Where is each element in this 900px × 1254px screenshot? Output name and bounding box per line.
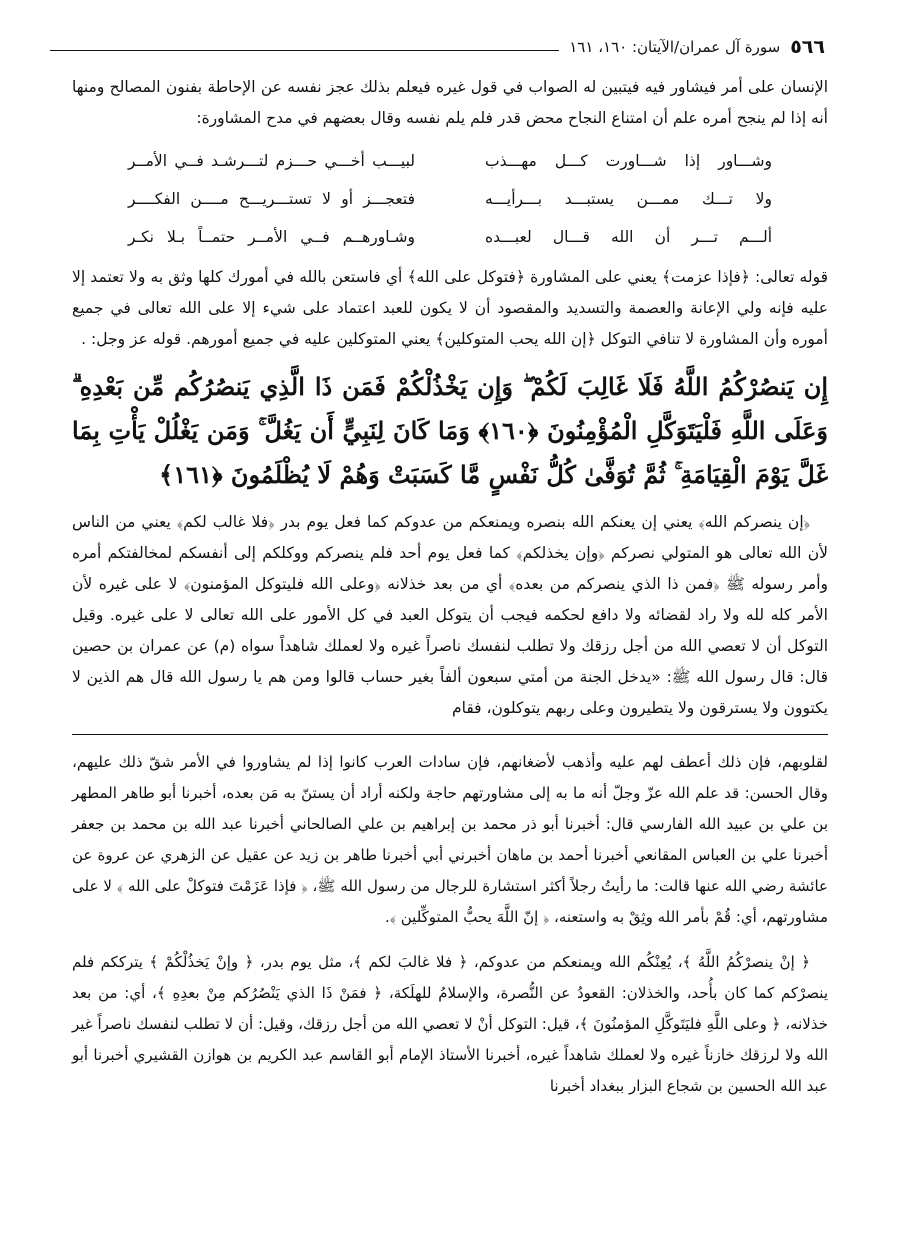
poem-verse-3-left: وشـاورهــم فــي الأمــر حتمــاً بـلا نكـر	[128, 228, 415, 246]
running-title: سورة آل عمران/الآيتان: ١٦٠، ١٦١	[569, 38, 781, 56]
commentary-paragraph-160: قوله تعالى: ﴿فإذا عزمت﴾ يعني على المشاورة ﴿فتوكل على الله﴾ أي فاستعن بالله في أمورك كلها وثق به ولا تعتمد إلا عليه فإنه ولي الإعانة والعصمة والتسديد والمقصود أن لا يكون للعبد اعتماد على شيء إلا على الله تعالى في جميع أموره وأن المشاورة لا تنافي التوكل ﴿إن الله يحب المتوكلين﴾ يعني المتوكلين عليه في جميع أمورهم. قوله عز وجل: .	[72, 268, 828, 348]
poem	[128, 142, 772, 256]
poem-verse-2-right: ولا تـــك ممـــن يستبـــد بـــرأيـــه	[485, 190, 772, 208]
quran-verse-block: إِن يَنصُرْكُمُ اللَّهُ فَلَا غَالِبَ لَكُمْ ۖ وَإِن يَخْذُلْكُمْ فَمَن ذَا الَّذِي يَنصُرُكُم مِّن بَعْدِهِ ۗ وَعَلَى اللَّهِ فَلْيَتَوَكَّلِ الْمُؤْمِنُونَ ﴿١٦٠﴾ وَمَا كَانَ لِنَبِيٍّ أَن يَغُلَّ ۚ وَمَن يَغْلُلْ يَأْتِ بِمَا غَلَّ يَوْمَ الْقِيَامَةِ ۚ ثُمَّ تُوَفَّىٰ كُلُّ نَفْسٍ مَّا كَسَبَتْ وَهُمْ لَا يُظْلَمُونَ ﴿١٦١﴾	[72, 372, 828, 489]
footnote-separator	[72, 734, 828, 735]
footnote-paragraph-1: لقلوبهم، فإن ذلك أعطف لهم عليه وأذهب لأضغانهم، فإن سادات العرب كانوا إذا لم يشاوروا في الأمر شقّ ذلك عليهم، وقال الحسن: قد علم الله عزّ وجلّ أنه ما به إلى مشاورتهم حاجة ولكنه أراد أن يستنّ به مَن بعده، أخبرنا أبو طاهر المطهر بن علي بن عبيد الله الفارسي قال: أخبرنا أبو ذر محمد بن إبراهيم بن علي الصالحاني أخبرنا عبد الله بن محمد بن جعفر أخبرنا علي بن العباس المقانعي أخبرنا أحمد بن ماهان أخبرني أبي أخبرنا طاهر بن زيد عن عقيل عن الزهري عن عروة عن عائشة رضي الله عنها قالت: ما رأيتُ رجلاً أكثر استشارة للرجال من رسول الله ﷺ، ﴿ فإذا عَزَمْتَ فتوكلْ على الله ﴾ لا على مشاورتهم، أي: قُمْ بأمر الله وثِقْ به واستعنه، ﴿ إنّ اللَّهَ يحبُّ المتوكِّلين ﴾.	[72, 753, 828, 926]
footnotes	[72, 747, 828, 1102]
page-number: ٥٦٦	[790, 36, 825, 58]
header-rule	[50, 50, 559, 51]
poem-verse-3-right: ألـــم تـــر أن الله قـــال لعبـــده	[485, 228, 772, 246]
footnote-paragraph-2: ﴿ إنْ ينصرْكُمُ اللَّهُ ﴾، يُعِنْكُم الله ويمنعكم من عدوكم، ﴿ فلا غالبَ لكم ﴾، مثل يوم بدر، ﴿ وإنْ يَخذُلْكُمْ ﴾ يترككم فلم ينصرْكم كما كان بأُحد، والخذلان: القعودُ عن النُّصرة، والإسلامُ للهلَكة، ﴿ فمَنْ ذَا الذي يَنْصُرُكم مِنْ بعدِهِ ﴾، أي: من بعد خذلانه، ﴿ وعلى اللَّهِ فليَتَوكَّلِ المؤمنُونَ ﴾، قيل: التوكل أنْ لا تعصي الله من أجل رزقك، وقيل: أن لا تطلب لنفسك ناصراً غير الله ولا لرزقك خازناً غيره ولا لعملك شاهداً غيره، أخبرنا الأستاذ الإمام أبو القاسم عبد الكريم بن هوازن القشيري أخبرنا أبو عبد الله الحسين بن شجاع البزار ببغداد أخبرنا	[72, 953, 828, 1095]
page-header	[50, 30, 825, 64]
commentary-paragraph-161: ﴿إن ينصركم الله﴾ يعني إن يعنكم الله بنصره ويمنعكم من عدوكم كما فعل يوم بدر ﴿فلا غالب لكم﴾ يعني من الناس لأن الله تعالى هو المتولي نصركم ﴿وإن يخذلكم﴾ كما فعل يوم أحد فلم ينصركم ووكلكم إلى أنفسكم لمخالفتكم أمره وأمر رسوله ﷺ ﴿فمن ذا الذي ينصركم من بعده﴾ أي من بعد خذلانه ﴿وعلى الله فليتوكل المؤمنون﴾ لا على غيره لأن الأمر كله لله ولا راد لقضائه ولا دافع لحكمه فيجب أن يتوكل العبد في كل الأمور على الله تعالى لا على غيره. وقيل التوكل أن لا تعصي الله من أجل رزقك ولا تطلب لنفسك ناصراً غيره ولا لعملك شاهداً سواه (م) عن عمران بن حصين قال: قال رسول الله ﷺ: «يدخل الجنة من أمتي سبعون ألفاً بغير حساب قالوا ومن هم يا رسول الله قال هم الذين لا يكتوون ولا يسترقون ولا يتطيرون وعلى ربهم يتوكلون، فقام	[72, 513, 828, 717]
page-body	[72, 72, 828, 1102]
intro-paragraph: الإنسان على أمر فيشاور فيه فيتبين له الصواب في قول غيره فيعلم بذلك عجز نفسه عن الإحاطة بفنون المصالح ومنها أنه إذا لم ينجح أمره علم أن امتناع النجاح محض قدر فلم يلم نفسه وقال بعضهم في مدح المشاورة:	[72, 78, 828, 127]
poem-verse-1-left: لبيـــب أخـــي حـــزم لتـــرشـد فــي الأمــر	[128, 152, 415, 170]
poem-verse-1-right: وشـــاور إذا شـــاورت كـــل مهـــذب	[485, 152, 772, 170]
poem-verse-2-left: فتعجـــز أو لا تستـــريـــح مــــن الفكــــر	[128, 190, 415, 208]
